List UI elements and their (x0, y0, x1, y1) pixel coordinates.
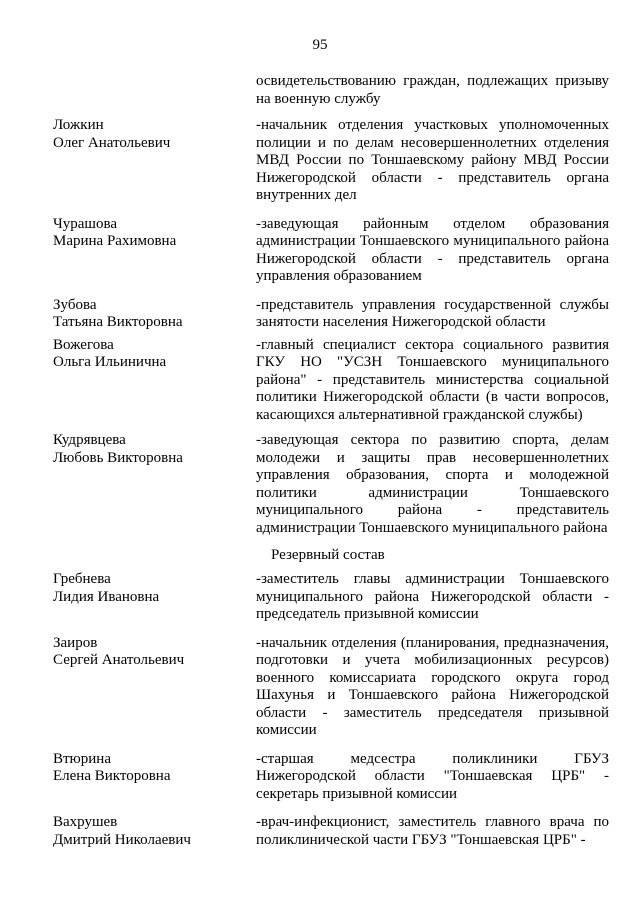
member-role: -начальник отделения участковых уполномоченных полиции и по делам несовершеннолетних отделения МВД России по Тоншаевскому району МВД России Нижегородской области - представитель органа внутренних дел (256, 117, 609, 203)
member-surname: Втюрина (53, 750, 111, 767)
member-surname: Кудрявцева (53, 432, 126, 448)
member-given-names: Елена Викторовна (53, 768, 171, 784)
member-surname: Чурашова (53, 215, 117, 232)
continuation-text: освидетельствованию граждан, подлежащих призыву на военную службу (256, 73, 609, 107)
member-surname: Ложкин (53, 117, 104, 133)
member-name (53, 216, 256, 286)
member-name (53, 814, 256, 849)
member-given-names: Олег Анатольевич (53, 134, 171, 151)
member-row (53, 117, 609, 205)
member-given-names: Любовь Викторовна (53, 449, 183, 466)
member-given-names: Марина Рахимовна (53, 233, 177, 249)
member-row (53, 297, 609, 332)
member-surname: Гребнева (53, 571, 111, 587)
member-name (53, 297, 256, 332)
member-name (53, 432, 256, 537)
member-role: -главный специалист сектора социального развития ГКУ НО "УСЗН Тоншаевского муниципального района" - представитель министерства социальной политики Нижегородской области (в части вопросов, касающихся альтернативной гражданской службы) (256, 336, 609, 423)
reserve-member-row (53, 814, 609, 849)
reserve-member-row (53, 751, 609, 804)
commission-list (53, 73, 609, 849)
empty-name-cell (53, 73, 256, 108)
member-surname: Вахрушев (53, 814, 118, 830)
reserve-member-row (53, 635, 609, 740)
member-name (53, 751, 256, 804)
member-name (53, 571, 256, 624)
member-role: -заведующая районным отделом образования администрации Тоншаевского муниципального района Нижегородской области - представитель органа управления образованием (256, 215, 609, 284)
member-role: -начальник отделения (планирования, предназначения, подготовки и учета мобилизационных ресурсов) военного комиссариата городского округа город Шахунья и Тоншаевского района Нижегородской области - заместитель председателя призывной комиссии (256, 634, 609, 738)
member-given-names: Сергей Анатольевич (53, 652, 185, 668)
reserve-section-title: Резервный состав (271, 547, 385, 563)
member-row (53, 337, 609, 425)
member-surname: Заиров (53, 634, 98, 651)
member-role: -заведующая сектора по развитию спорта, делам молодежи и защиты прав несовершеннолетних управления образования, спорта и молодежной политики администрации Тоншаевского муниципального района - представитель администрации Тоншаевского муниципального района (256, 432, 609, 536)
member-surname: Вожегова (53, 336, 114, 353)
member-row (53, 432, 609, 537)
member-given-names: Дмитрий Николаевич (53, 831, 191, 848)
page-number: 95 (312, 37, 328, 53)
member-role: -заместитель главы администрации Тоншаевского муниципального района Нижегородской области - председатель призывной комиссии (256, 571, 609, 622)
member-surname: Зубова (53, 296, 97, 313)
member-name (53, 337, 256, 425)
member-given-names: Лидия Ивановна (53, 588, 160, 605)
member-role: -старшая медсестра поликлиники ГБУЗ Нижегородской области "Тоншаевская ЦРБ" - секретарь призывной комиссии (256, 750, 609, 802)
member-role: -врач-инфекционист, заместитель главного врача по поликлинической части ГБУЗ "Тоншаевская ЦРБ" - (256, 814, 609, 848)
continuation-row (53, 73, 609, 108)
member-name (53, 635, 256, 740)
member-row (53, 216, 609, 286)
reserve-member-row (53, 571, 609, 624)
member-given-names: Ольга Ильинична (53, 354, 167, 370)
member-role: -представитель управления государственной службы занятости населения Нижегородской области (256, 296, 609, 330)
member-given-names: Татьяна Викторовна (53, 314, 183, 330)
member-name (53, 117, 256, 205)
